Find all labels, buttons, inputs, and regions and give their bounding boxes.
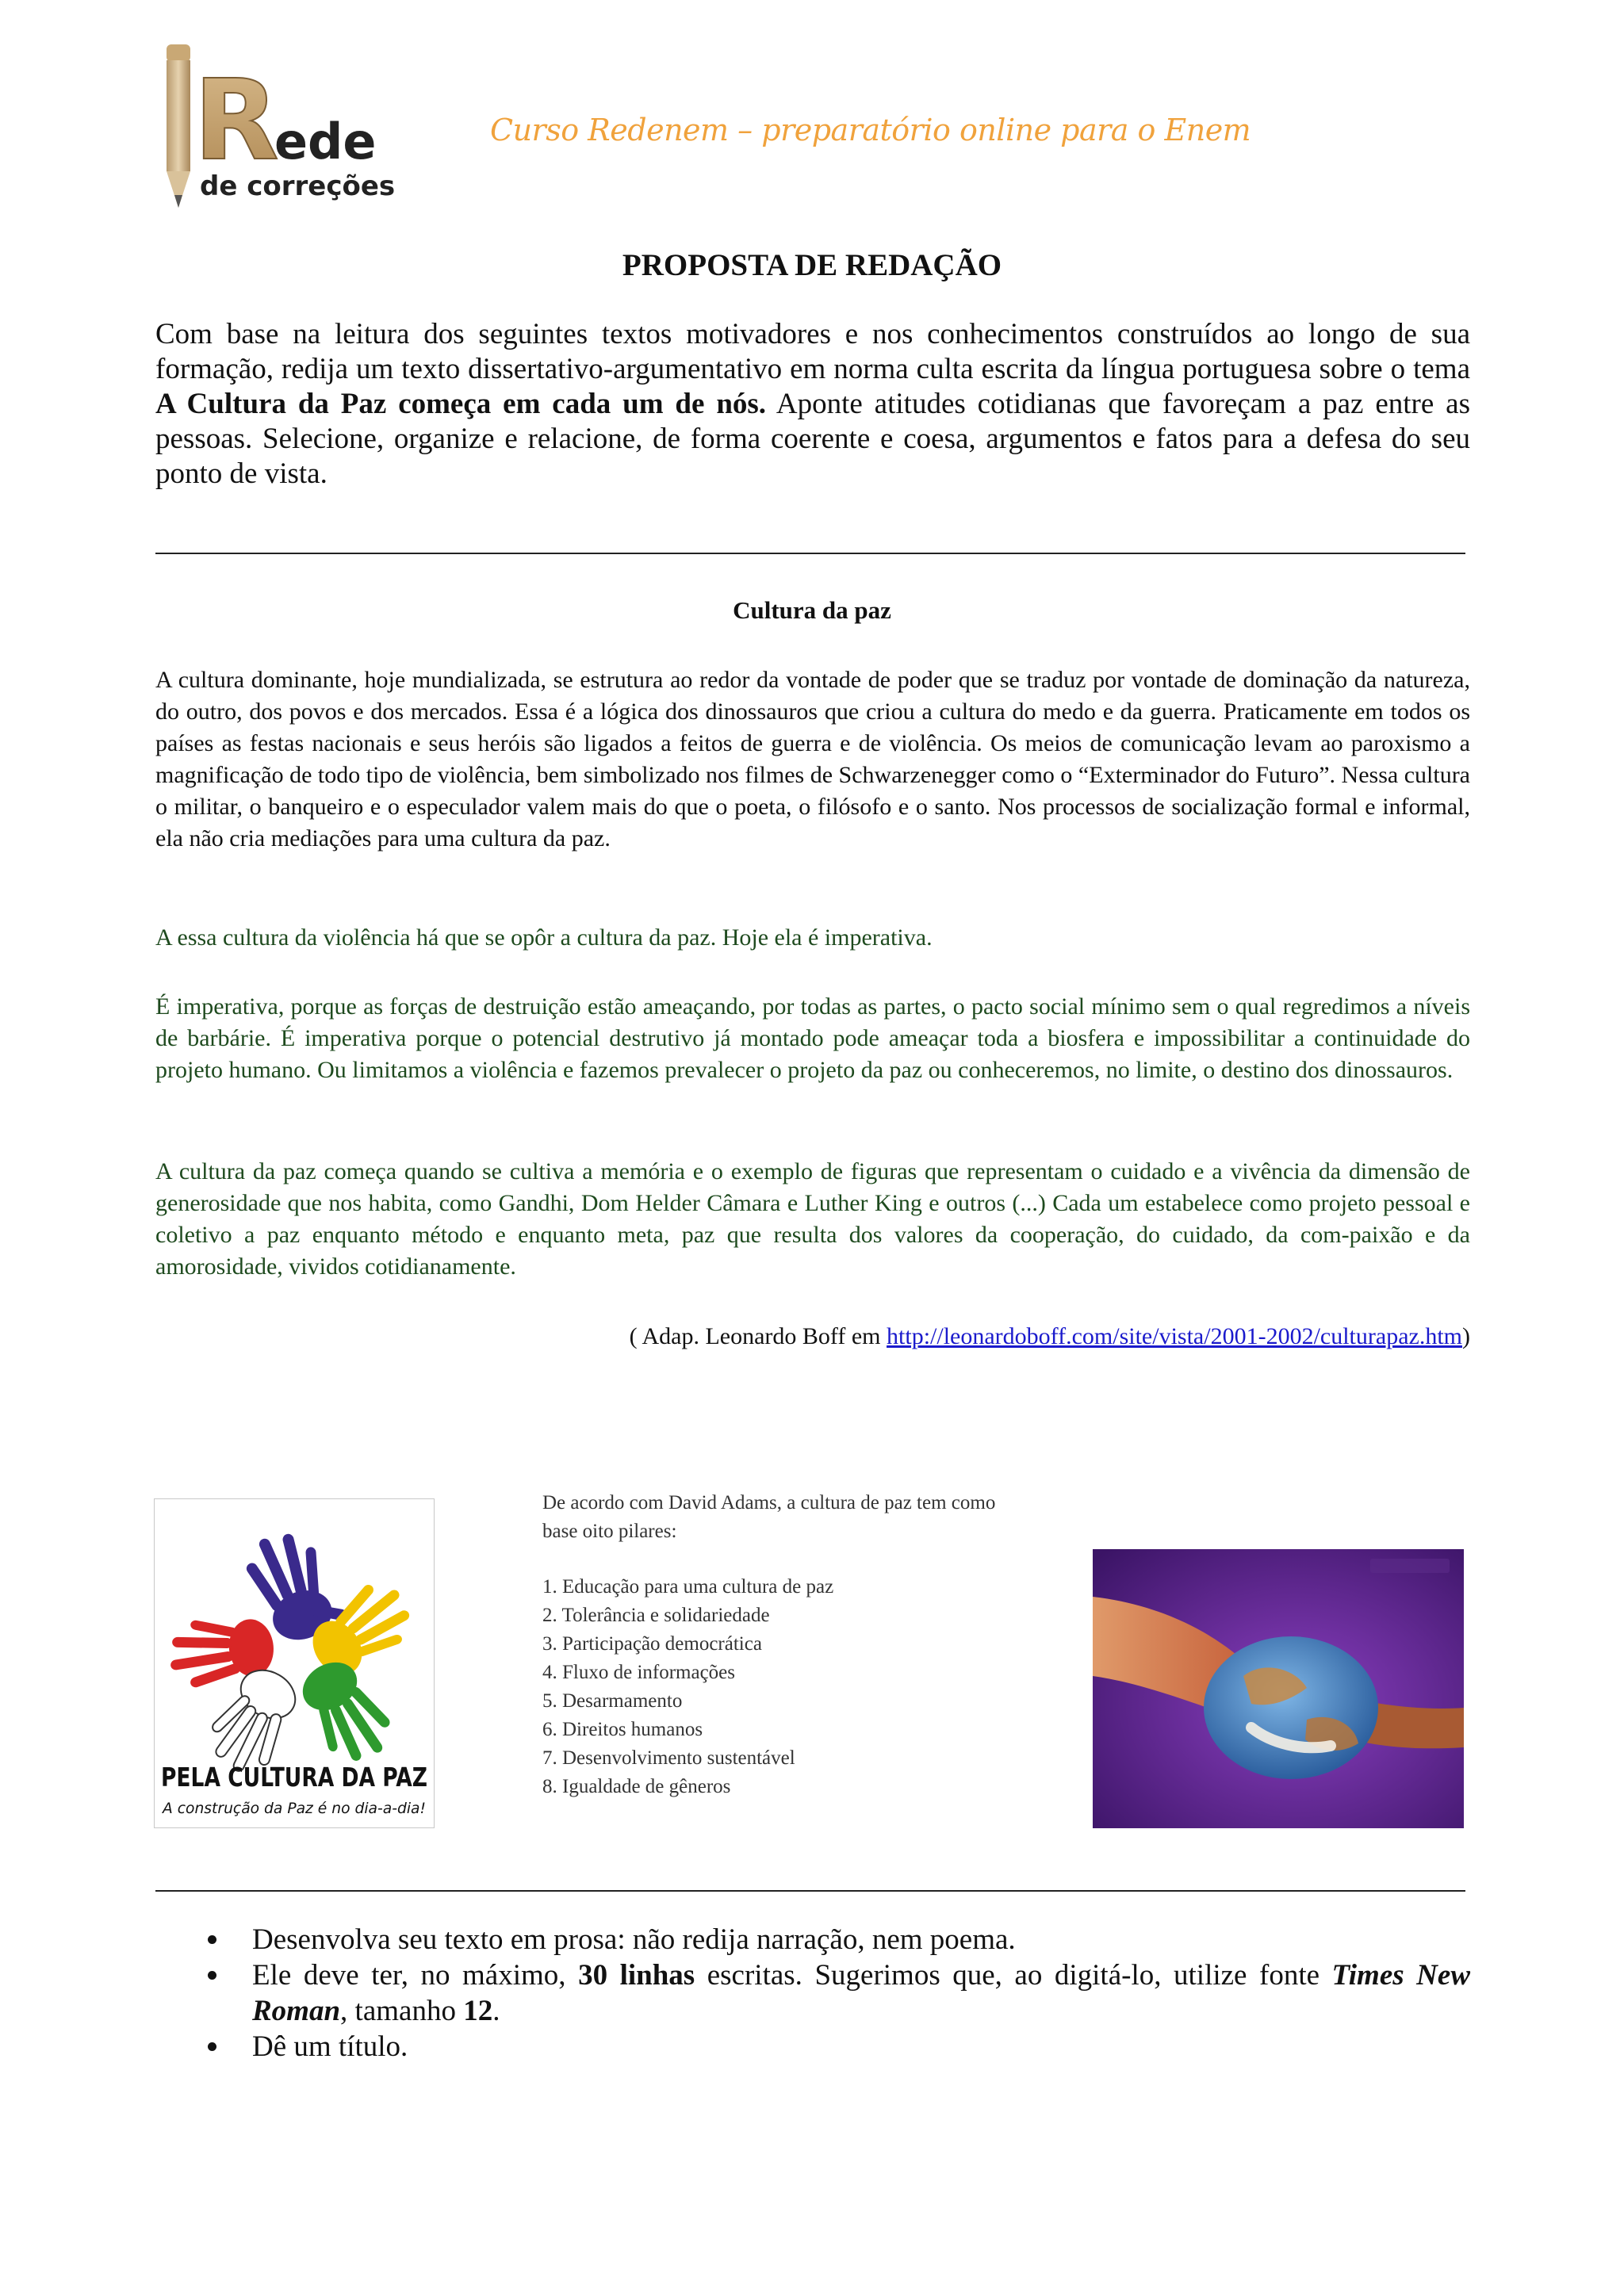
- poster-tagline: A construção da Paz é no dia-a-dia!: [161, 1800, 426, 1817]
- instruction-text: , tamanho: [340, 1995, 464, 2027]
- article-title: Cultura da paz: [733, 596, 891, 624]
- instruction-text: Desenvolva seu texto em prosa: não redija narração, nem poema.: [252, 1923, 1016, 1956]
- instruction-item: [155, 1922, 1470, 1957]
- rede-de-correcoes-logo: [155, 40, 401, 214]
- proposal-title: PROPOSTA DE REDAÇÃO: [622, 248, 1002, 282]
- source-suffix: ): [1462, 1323, 1470, 1349]
- intro-text-end: Aponte atitudes cotidianas que favoreçam a paz entre as pessoas. Selecione, organize e relacione, de forma coerente e coesa, argumentos e fatos para a defesa do seu ponto de vista.: [155, 388, 1470, 490]
- bullet-icon: [208, 2042, 216, 2051]
- source-prefix: ( Adap. Leonardo Boff em: [629, 1323, 887, 1349]
- poster-headline: PELA CULTURA DA PAZ: [161, 1762, 427, 1793]
- instruction-text: Ele deve ter, no máximo,: [252, 1959, 579, 1992]
- pillars-box: [542, 1489, 1034, 1801]
- article-source: [630, 1321, 1470, 1353]
- pillars-intro: De acordo com David Adams, a cultura de paz tem como base oito pilares:: [542, 1492, 996, 1542]
- clasped-hands-globe-shape: [1204, 1636, 1378, 1779]
- green-hand-icon: [289, 1649, 401, 1774]
- font-size-value: 12: [463, 1995, 493, 2027]
- peace-culture-poster: [154, 1498, 435, 1828]
- logo-subtitle: de correções: [200, 170, 396, 202]
- divider-bottom: [155, 1890, 1465, 1892]
- article-paragraph-4: A cultura da paz começa quando se cultiva a memória e o exemplo de figuras que representam o cuidado e a vivência da dimensão de generosidade que nos habita, como Gandhi, Dom Helder Câmara e Luther King e outros (...) Cada um estabelece como projeto pessoal e coletivo a paz enquanto método e enquanto meta, paz que resulta dos valores da cooperação, do cuidado, da com-paixão e da amorosidade, vividos cotidianamente.: [155, 1158, 1470, 1280]
- instruction-item: [155, 1957, 1470, 2029]
- pencil-lead-shape: [174, 195, 182, 208]
- instruction-item: [155, 2029, 1470, 2064]
- article-paragraph-1: A cultura dominante, hoje mundializada, se estrutura ao redor da vontade de poder que se traduz por vontade de dominação da natureza, do outro, dos povos e dos mercados. Essa é a lógica dos dinossauros que criou a cultura do medo e da guerra. Praticamente em todos os países as festas nacionais e seus heróis são ligados a feitos de guerra e de violência. Os meios de comunicação levam ao paroxismo a magnificação de todo tipo de violência, bem simbolizado nos filmes de Schwarzenegger como o “Exterminador do Futuro”. Nessa cultura o militar, o banqueiro e o especulador valem mais do que o poeta, o filósofo e o santo. Nos processos de socialização formal e informal, ela não cria mediações para uma cultura da paz.: [155, 667, 1470, 851]
- pillar-item: 5. Desarmamento: [542, 1690, 683, 1712]
- pillar-item: 7. Desenvolvimento sustentável: [542, 1747, 795, 1769]
- pillar-item: 3. Participação democrática: [542, 1633, 762, 1655]
- pillar-item: 8. Igualdade de gêneros: [542, 1776, 731, 1797]
- pillar-item: 2. Tolerância e solidariedade: [542, 1605, 770, 1626]
- instruction-text: Dê um título.: [252, 2030, 408, 2063]
- intro-text-start: Com base na leitura dos seguintes textos motivadores e nos conhecimentos construídos ao longo de sua formação, redija um texto dissertativo-argumentativo em norma culta escrita da língua portuguesa sobre o tema: [155, 318, 1470, 385]
- bullet-icon: [208, 1971, 216, 1980]
- instruction-text: .: [492, 1995, 500, 2027]
- intro-theme: A Cultura da Paz começa em cada um de nós.: [155, 388, 767, 420]
- bullet-icon: [208, 1935, 216, 1944]
- pillar-item: 6. Direitos humanos: [542, 1719, 703, 1740]
- pencil-eraser-shape: [167, 44, 190, 62]
- logo-word: ede: [274, 113, 377, 170]
- pillars-list: [542, 1573, 1034, 1801]
- font-name: Times New Roman: [252, 1959, 1470, 2027]
- line-limit: 30 linhas: [578, 1959, 695, 1992]
- source-link[interactable]: http://leonardoboff.com/site/vista/2001-2002/culturapaz.htm: [887, 1323, 1462, 1349]
- article-paragraph-3: É imperativa, porque as forças de destruição estão ameaçando, por todas as partes, o pacto social mínimo sem o qual regredimos a níveis de barbárie. É imperativa porque o potencial destrutivo já montado pode ameaçar toda a biosfera e impossibilitar a continuidade do projeto humano. Ou limitamos a violência e fazemos prevalecer o projeto da paz ou conheceremos, no limite, o destino dos dinossauros.: [155, 993, 1470, 1083]
- proposal-intro: [155, 317, 1470, 492]
- pencil-body-shape: [167, 60, 190, 171]
- pillar-item: 1. Educação para uma cultura de paz: [542, 1576, 834, 1598]
- article-paragraph-2: A essa cultura da violência há que se opôr a cultura da paz. Hoje ela é imperativa.: [155, 924, 933, 951]
- instructions-list: [155, 1922, 1470, 2064]
- globe-hands-photo: [1093, 1549, 1464, 1828]
- instruction-text: escritas. Sugerimos que, ao digitá-lo, utilize fonte: [695, 1959, 1332, 1992]
- divider-top: [155, 553, 1465, 554]
- logo-big-letter: R: [193, 56, 279, 186]
- pillar-item: 4. Fluxo de informações: [542, 1662, 736, 1683]
- watermark-shape: [1370, 1559, 1450, 1573]
- course-title: Curso Redenem – preparatório online para o Enem: [490, 113, 1251, 147]
